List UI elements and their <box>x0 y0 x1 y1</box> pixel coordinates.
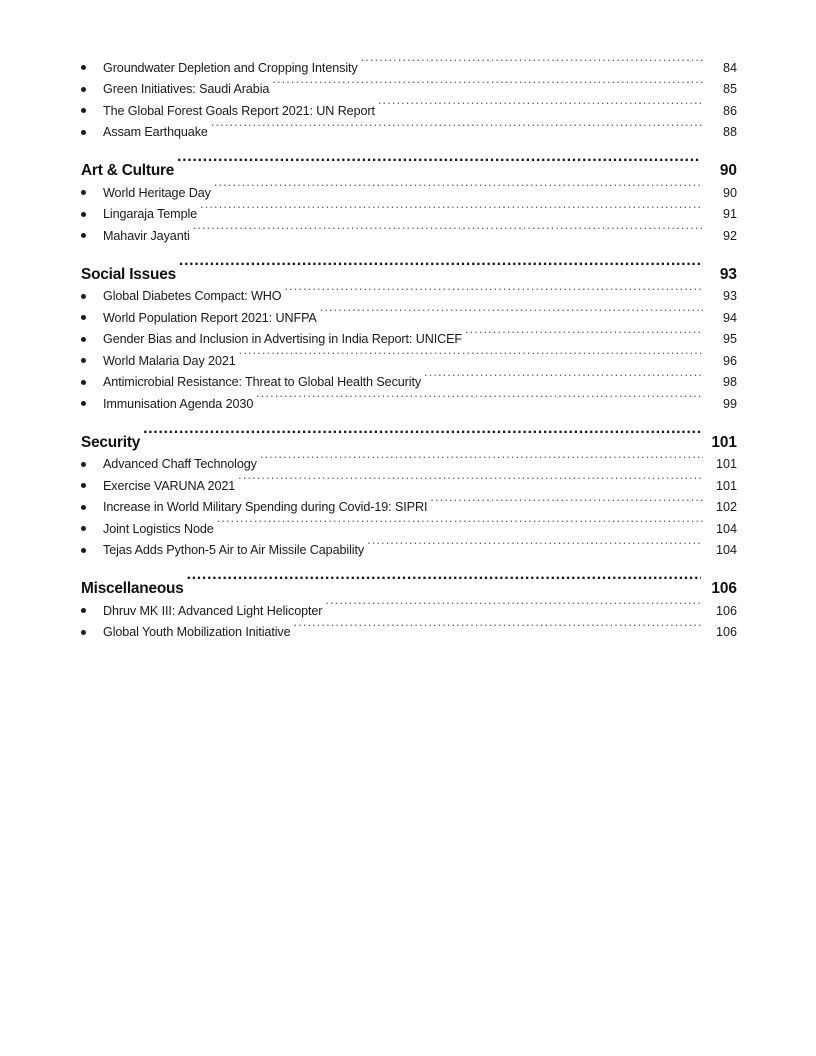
toc-entry-page-number: 91 <box>722 207 737 221</box>
toc-section-title: Social Issues <box>81 265 176 283</box>
bullet-icon <box>81 541 103 563</box>
toc-entry-title: Immunisation Agenda 2030 <box>103 396 254 411</box>
bullet-icon <box>81 102 103 124</box>
bullet-icon <box>81 520 103 542</box>
toc-entry-page-number: 101 <box>715 457 737 471</box>
toc-entry-page-number: 99 <box>722 396 737 411</box>
dot-leader <box>200 197 703 219</box>
toc-entry-page-number: 88 <box>722 125 737 139</box>
toc-entry-title: The Global Forest Goals Report 2021: UN Report <box>103 103 375 118</box>
bullet-icon <box>81 184 103 206</box>
toc-entry-title: Antimicrobial Resistance: Threat to Global Health Security <box>103 375 422 389</box>
dot-leader <box>187 567 701 593</box>
toc-entry-page-number: 104 <box>715 543 737 557</box>
bullet-icon <box>81 287 103 309</box>
toc-entry-title: Exercise VARUNA 2021 <box>103 478 236 493</box>
toc-section-title: Miscellaneous <box>81 580 184 597</box>
bullet-icon <box>81 373 103 395</box>
toc-entry-page-number: 90 <box>722 185 737 200</box>
bullet-icon <box>81 123 103 145</box>
toc-entry[interactable] <box>81 50 737 75</box>
toc-entry-title: World Population Report 2021: UNFPA <box>103 310 317 325</box>
toc-entry-page-number: 106 <box>715 625 737 639</box>
dot-leader <box>238 468 703 490</box>
dot-leader <box>211 115 703 137</box>
toc-section-page-number: 101 <box>711 433 737 451</box>
toc-section-heading[interactable] <box>81 421 737 451</box>
dot-leader <box>214 175 703 197</box>
toc-entry-title: Assam Earthquake <box>103 125 208 139</box>
toc-entry-page-number: 94 <box>722 310 737 325</box>
toc-entry[interactable] <box>81 279 737 301</box>
toc-entry-title: Groundwater Depletion and Cropping Intensity <box>103 60 358 75</box>
toc-entry-page-number: 85 <box>722 82 737 96</box>
toc-entry-page-number: 106 <box>715 603 737 618</box>
toc-group <box>81 253 737 411</box>
bullet-icon <box>81 623 103 645</box>
toc-entry-page-number: 96 <box>722 353 737 368</box>
dot-leader <box>325 593 703 615</box>
toc-entry-title: Gender Bias and Inclusion in Advertising in India Report: UNICEF <box>103 332 463 346</box>
dot-leader <box>177 149 701 175</box>
toc-entry-page-number: 84 <box>722 60 737 75</box>
toc-entry-page-number: 101 <box>715 478 737 493</box>
toc-group <box>81 149 737 243</box>
dot-leader <box>239 343 703 365</box>
toc-entry-title: World Malaria Day 2021 <box>103 353 236 368</box>
dot-leader <box>378 93 703 115</box>
toc-entry-title: Global Diabetes Compact: WHO <box>103 289 282 303</box>
toc-entry-page-number: 95 <box>722 332 737 346</box>
toc-section-heading[interactable] <box>81 253 737 283</box>
toc-entry-page-number: 93 <box>722 289 737 303</box>
dot-leader <box>367 533 703 555</box>
toc-entry-page-number: 102 <box>715 500 737 514</box>
dot-leader <box>193 218 703 240</box>
bullet-icon <box>81 395 103 417</box>
toc-entry-title: Green Initiatives: Saudi Arabia <box>103 82 270 96</box>
toc-entry-title: Dhruv MK III: Advanced Light Helicopter <box>103 603 323 618</box>
dot-leader <box>143 421 701 447</box>
bullet-icon <box>81 80 103 102</box>
dot-leader <box>361 50 703 72</box>
toc-group <box>81 567 737 639</box>
dot-leader <box>284 279 703 301</box>
dot-leader <box>256 386 703 408</box>
dot-leader <box>272 72 703 94</box>
toc-section-heading[interactable] <box>81 567 737 597</box>
dot-leader <box>465 322 703 344</box>
toc-entry-title: Lingaraja Temple <box>103 207 198 221</box>
toc-entry[interactable] <box>81 175 737 200</box>
bullet-icon <box>81 330 103 352</box>
toc-entry-page-number: 104 <box>715 521 737 536</box>
toc-group <box>81 50 737 139</box>
toc-entry-title: World Heritage Day <box>103 185 211 200</box>
bullet-icon <box>81 59 103 81</box>
dot-leader <box>179 253 701 279</box>
toc-entry-title: Increase in World Military Spending during Covid-19: SIPRI <box>103 500 428 514</box>
toc-section-page-number: 90 <box>719 162 737 179</box>
bullet-icon <box>81 309 103 331</box>
dot-leader <box>294 615 703 637</box>
toc-entry-page-number: 92 <box>722 228 737 243</box>
toc-entry-page-number: 98 <box>722 375 737 389</box>
toc-entry[interactable] <box>81 447 737 469</box>
dot-leader <box>320 300 703 322</box>
toc-entry-title: Mahavir Jayanti <box>103 228 190 243</box>
dot-leader <box>217 511 703 533</box>
bullet-icon <box>81 498 103 520</box>
bullet-icon <box>81 227 103 249</box>
dot-leader <box>424 365 703 387</box>
toc-entry-title: Tejas Adds Python-5 Air to Air Missile Capability <box>103 543 365 557</box>
bullet-icon <box>81 602 103 624</box>
table-of-contents <box>81 50 737 639</box>
toc-entry-title: Advanced Chaff Technology <box>103 457 257 471</box>
dot-leader <box>260 447 703 469</box>
toc-section-title: Art & Culture <box>81 162 175 179</box>
toc-section-page-number: 93 <box>719 265 737 283</box>
toc-section-heading[interactable] <box>81 149 737 179</box>
toc-section-title: Security <box>81 433 141 451</box>
toc-entry-title: Global Youth Mobilization Initiative <box>103 625 291 639</box>
toc-entry-title: Joint Logistics Node <box>103 521 214 536</box>
toc-group <box>81 421 737 555</box>
toc-entry-page-number: 86 <box>722 103 737 118</box>
bullet-icon <box>81 352 103 374</box>
bullet-icon <box>81 455 103 477</box>
bullet-icon <box>81 477 103 499</box>
dot-leader <box>430 490 703 512</box>
toc-section-page-number: 106 <box>711 580 737 597</box>
bullet-icon <box>81 205 103 227</box>
